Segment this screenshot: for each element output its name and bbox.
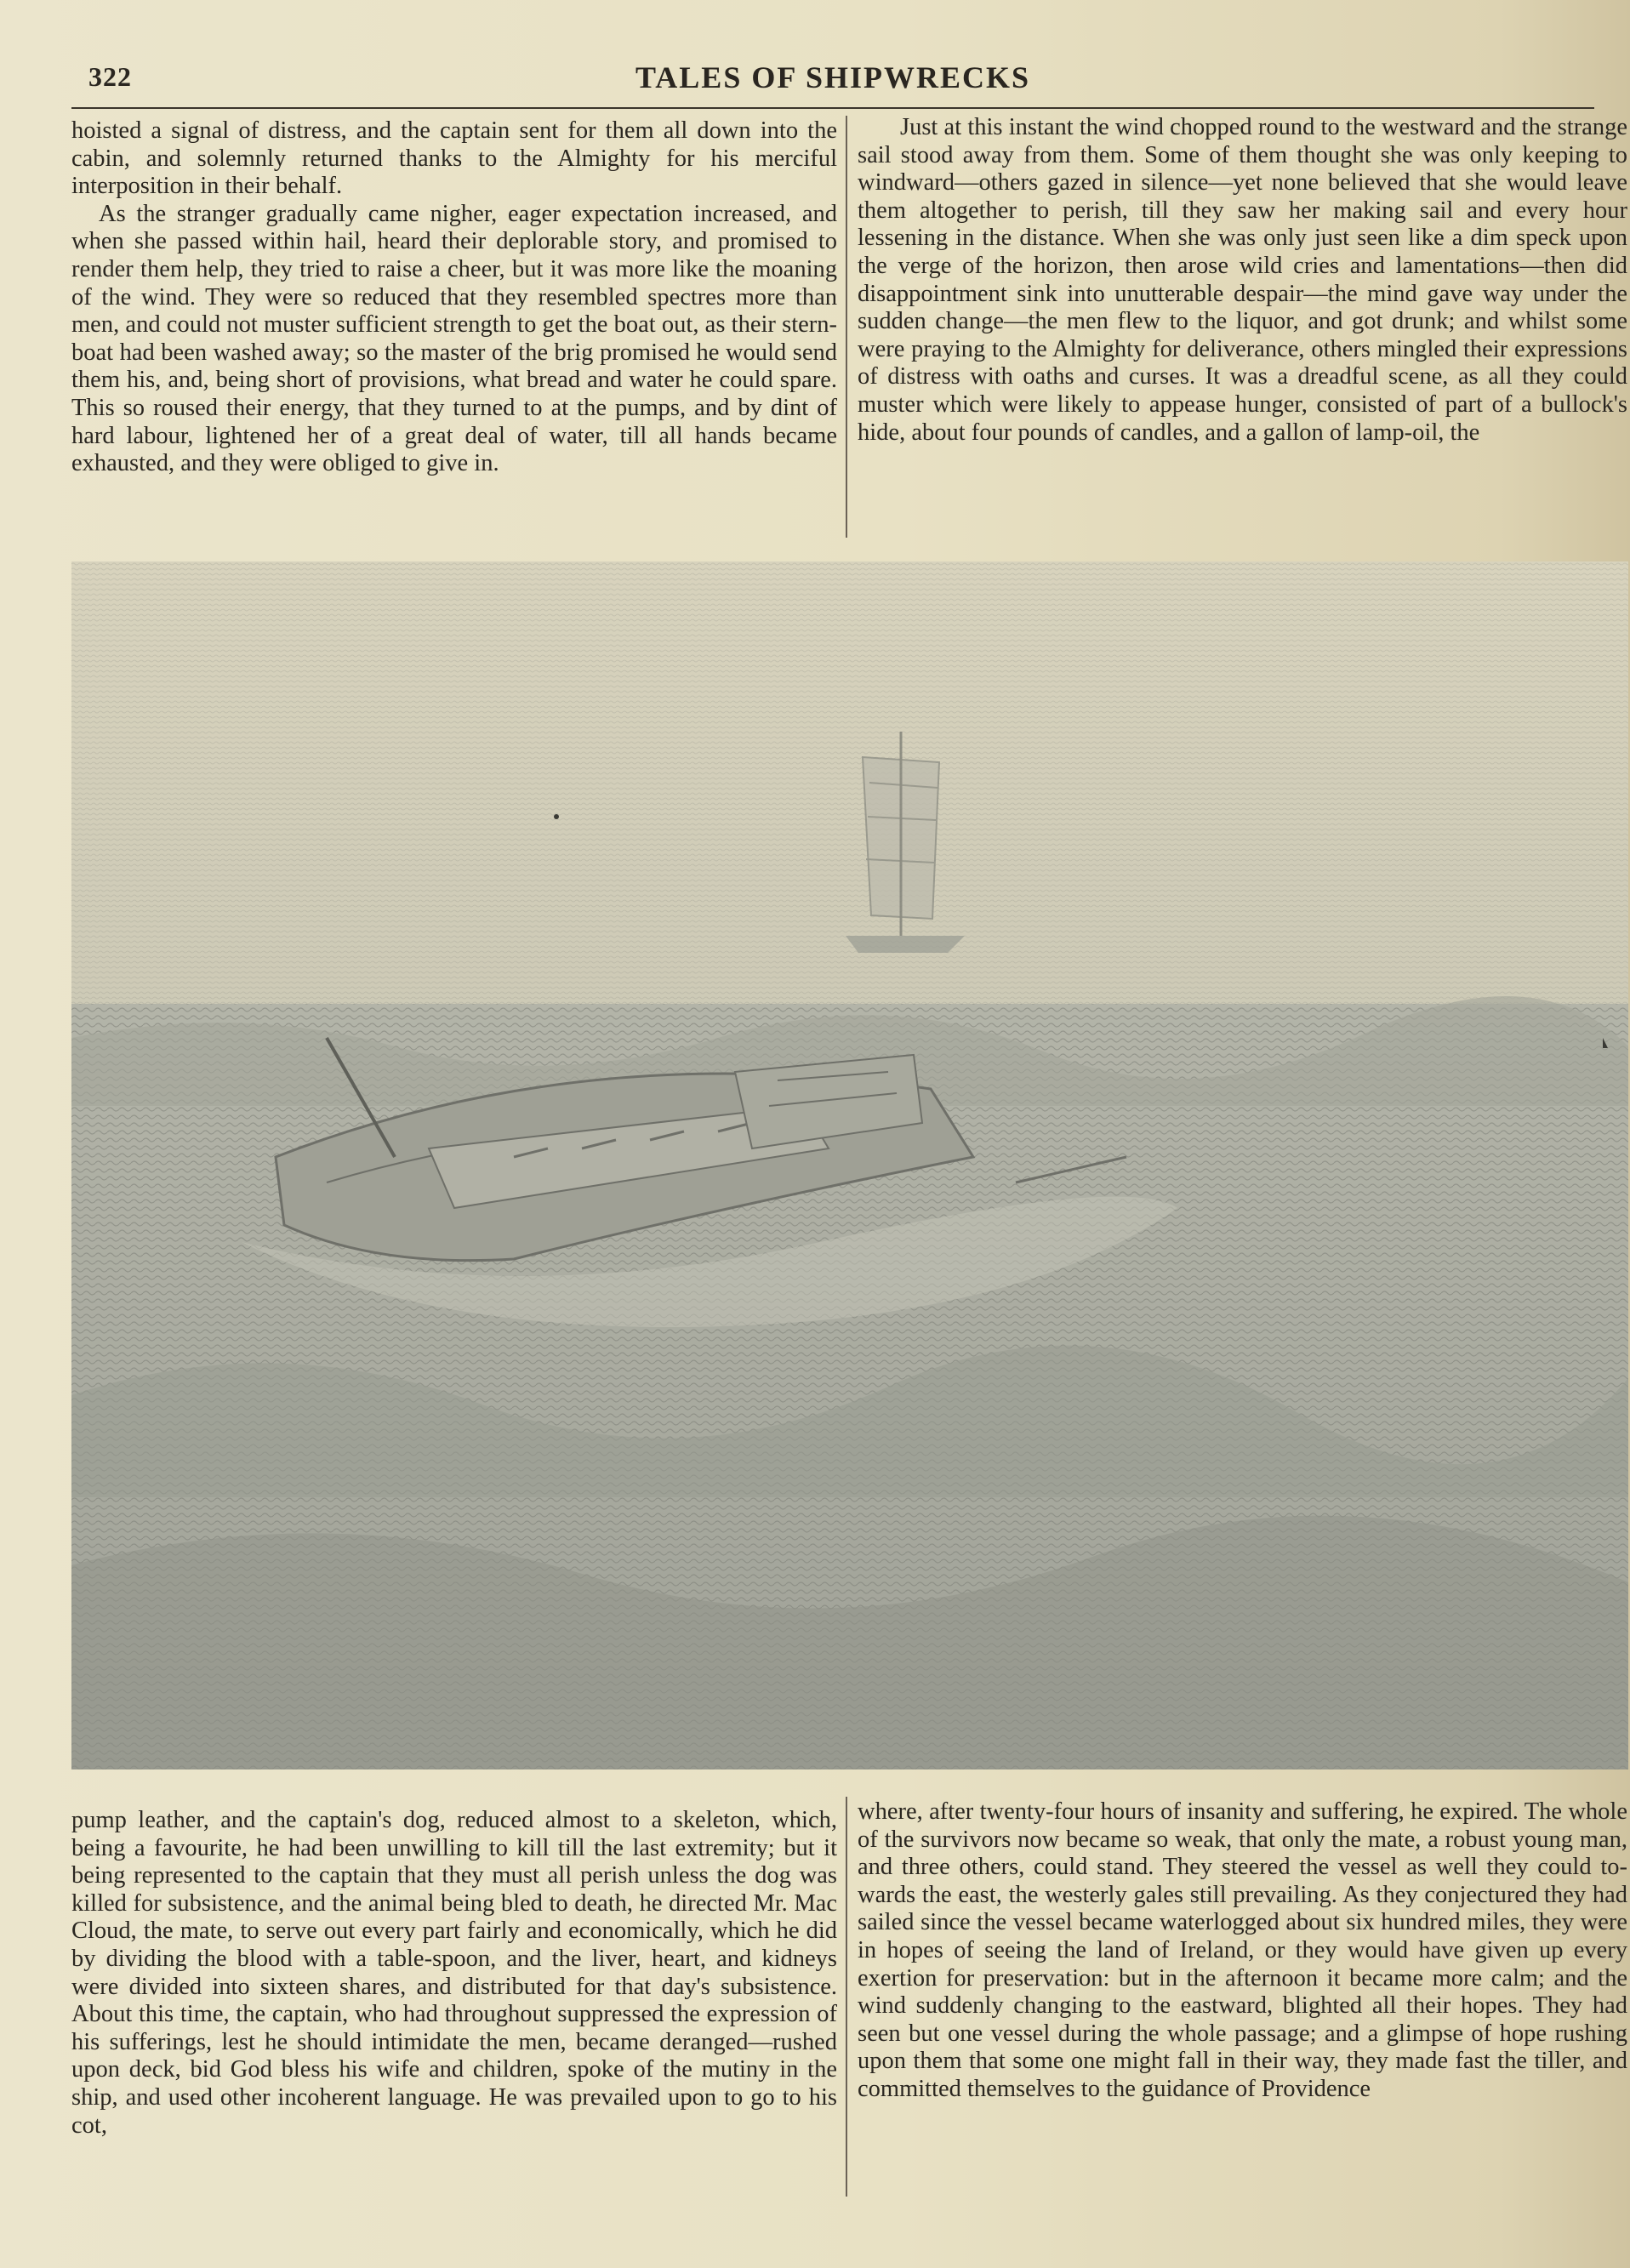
column-divider [846,1797,847,2197]
paragraph: where, after twenty-four hours of insanity and suffering, he expired. The whole of the survivors now became so weak, that only the mate, a robust young man, and three others, could stand. They steered the vessel as well they could towards the east, the westerly gales still prevailing. As they conjectured they had sailed since the vessel became waterlogged about six hundred miles, they were in hopes of seeing the land of Ireland, or they would have given up every exertion for preservation: but in the afternoon it became more calm; and the wind suddenly changing to the eastward, blighted all their hopes. They had seen but one vessel during the whole passage; and a glimpse of hope rushing upon them that some one might fall in their way, they made fast the tiller, and committed themselves to the guidance of Providence [858,1798,1627,2102]
column-bottom-left [71,1807,837,2140]
paragraph: As the stranger gradually came nigher, eager expectation increased, and when she passed within hail, heard their deplorable story, and promised to render them help, they tried to raise a cheer, but it was more like the moaning of the wind. They were so reduced that they resembled spectres more than men, and could not muster sufficient strength to get the boat out, as their stern-boat had been washed away; so the master of the brig promised he would send them his, and, being short of provisions, what bread and water he could spare. This so roused their energy, that they turned to at the pumps, and by dint of hard labour, lightened her of a great deal of water, till all hands became exhausted, and they were obliged to give in. [71,200,837,477]
engraving-image [71,561,1628,1769]
shipwreck-engraving [71,561,1628,1769]
paragraph: pump leather, and the captain's dog, reduced almost to a skeleton, which, being a favourite, he had been unwilling to kill till the last extremity; but it being represented to the captain that they must all perish unless the dog was killed for subsistence, and the animal being bled to death, he directed Mr. Mac Cloud, the mate, to serve out every part fairly and economically, which he did by dividing the blood with a table-spoon, and the liver, heart, and kidneys were divided into sixteen shares, and distributed for that day's subsistence. About this time, the captain, who had throughout suppressed the expression of his sufferings, lest he should intimidate the men, became deranged—rushed upon deck, bid God bless his wife and children, spoke of the mutiny in the ship, and used other incoherent language. He was prevailed upon to go to his cot, [71,1807,837,2139]
running-head: TALES OF SHIPWRECKS [635,60,1031,94]
column-top-right [858,114,1627,447]
page-header [71,56,1594,99]
column-bottom-right [858,1798,1627,2104]
paragraph: Just at this instant the wind chopped round to the westward and the strange sail stood away from them. Some of them thought she was only keeping to windward—others gazed in silence—yet none believed that she would leave them altogether to perish, till they saw her making sail and every hour lessening in the distance. When she was only just seen like a dim speck upon the verge of the horizon, then arose wild cries and lamentations—then did disappointment sink into unutterable despair—the mind gave way under the sudden change—the men flew to the liquor, and got drunk; and whilst some were praying to the Almighty for deliverance, others mingled their expressions of distress with oaths and curses. It was a dreadful scene, as all they could muster which were likely to appease hunger, consisted of part of a bullock's hide, about four pounds of candles, and a gallon of lamp-oil, the [858,114,1627,446]
column-top-left [71,117,837,478]
page-number: 322 [88,61,132,92]
paragraph: hoisted a signal of distress, and the captain sent for them all down into the cabin, and solemnly returned thanks to the Almighty for his merciful interposition in their behalf. [71,117,837,200]
header-rule [71,107,1594,109]
column-divider [846,116,847,538]
